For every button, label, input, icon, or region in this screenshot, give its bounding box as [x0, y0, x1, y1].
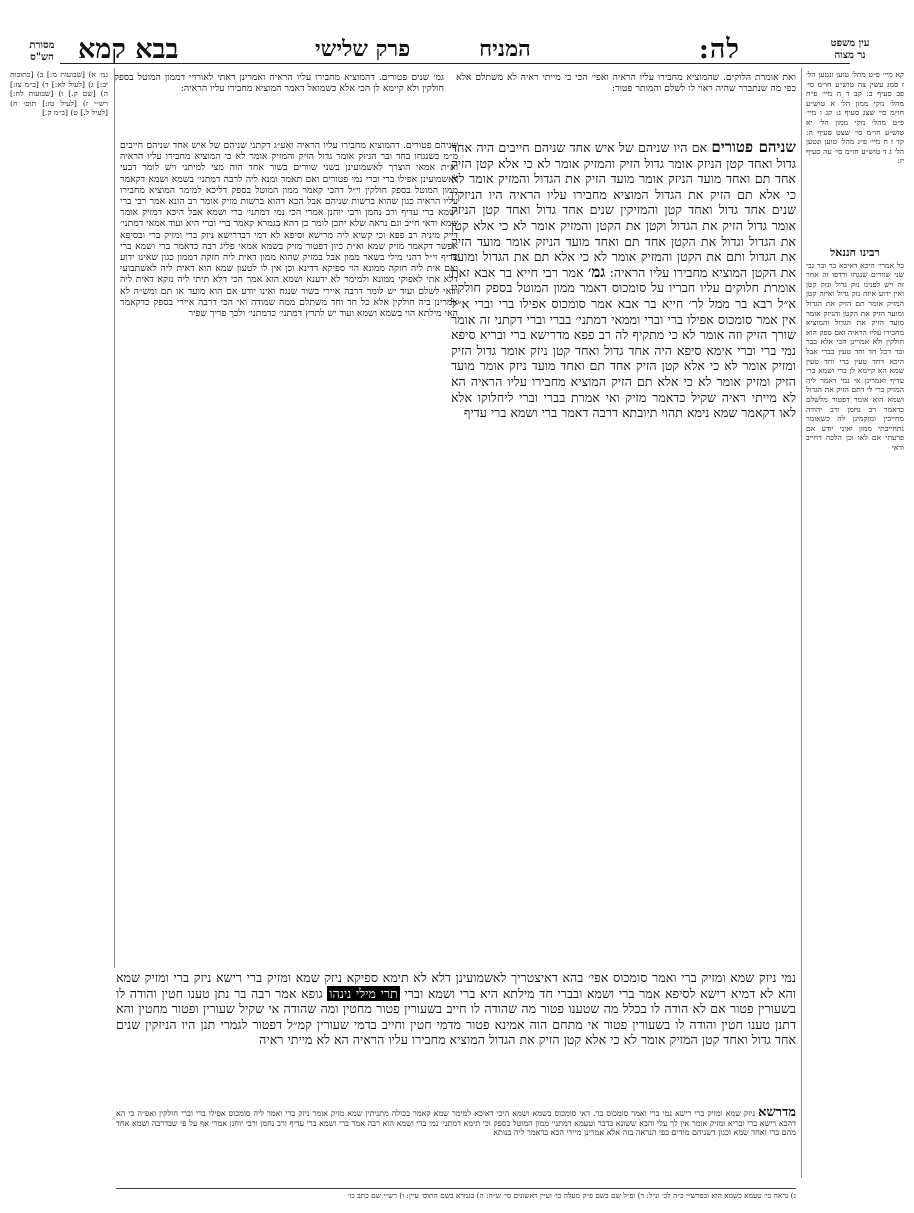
chapter-name: המניח — [479, 36, 531, 62]
rabbenu-chananel-text: כל אמרי׳ היכא דאיכא בר ובר גבי שני שוורים שנגחו ורדפו זה אחר זה ויש לפנינו נזק גדול ונזק קטן ואין ידוע איזה נזק גדול ואיזה קטן המזיק אומר תם הזיק את הגדול ומועד הזיק את הקטן והניזק אומר מועד הזיק את הגדול והמוציא מחבירו עליו הראיה ואם ספק הוא חולקין ולא אמרינן הכי אלא בבר ובר דכל חד וחד טעין בברי אבל היכא דחד טעין ברי וחד טעין שמא הא קיימא לן ברי ושמא ברי עדיף ואמרינן אי נמי דאמר ליה המזיק ברי לי דתם הזיק את הגדול ושמא הוא אומר דפטור מלשלם כדאמר רב נחמן ורב יהודה מחייבין ומוקמינן לה כשאומר נתחייבתי ממון ואיני יודע אם פרעתי אם לאו וכן הלכה דחייב ודאי — [806, 260, 904, 452]
gemara-continuation-body: נמי ניזק שמא ומזיק ברי ואמר סומכוס אפי׳ בהא דאיצטריך לאשמועינן דלא לא תימא ספיקא ניזק שמא ומזיק ברי רישא ניזק ברי ומזיק שמא והא לא דמיא רישא לסיפא אמר ברי ושמא ובברי חד מילתא היא ברי ושמא וברי — [116, 970, 796, 1001]
tractate-title: בבא קמא — [78, 34, 179, 65]
chapter-title — [315, 36, 531, 62]
folio-number: לה: — [698, 34, 740, 65]
ein-mishpat-column: קא מיי׳ פ״ט מהל׳ טוען ונטען הל׳ ז סמג עשין צה טוש״ע חו״מ סי׳ פב סעיף ב: קב ד ה מיי׳ פ״ח מהל׳ נזקי ממון הל׳ א טוש״ע חו״מ סי׳ שצג סעיף ג: קג ו מיי׳ פ״ט מהל׳ נזקי ממון הל׳ יא טוש״ע חו״מ סי׳ שצט סעיף ה: קד ז ח מיי׳ פ״ג מהל׳ טוען ונטען הל׳ ג ד טוש״ע חו״מ סי׳ עה סעיף יז: — [806, 70, 904, 166]
bottom-commentary-body: ניזק שמא ומזיק ברי רישא נמי ברי ואמר סומכוס בר. דאי סומכוס בשמא ושמא היכי דאיכא למימר שמא קאמר בכולה מתניתין שמא מזיק אומר ניזק ברי ואמר ליה סומכוס אפילו ברי וברי חולקין ואפ״ה כי הא דהכא רישא ברי ובריא ומזיק אומר אין לך עלי והבא ששונא בדבר וטעמא דמתני׳ ממון המוטל בספק וכי תימא דמתני׳ נמי ברי ושמא הוא רבה אמר ברי ושמא ברי עדיף ורב נחמן ורבי יוחנן אמרי אף על פי שבדרבה ושמא אחד מהם ברי ואחד שמא וכגון דשניהם מודים כפי הנראה בזה אלא אמרינן מיירי הכא בדאמר ליה בנותא — [116, 1109, 796, 1138]
gemara-continuation — [116, 970, 796, 1105]
gemara-mishna-body: אם היו שניהם של איש אחד שניהם חייבים היה אחד גדול ואחד קטן הניזק אומר גדול הזיק והמזיק אומר לא כי אלא קטן הזיק אחד תם ואחד מועד הניזק אומר מועד הזיק את הגדול והמזיק אומר לא כי אלא תם הזיק את הגדול המוציא מחבירו עליו הראיה היו הניזקין שנים אחד גדול ואחד קטן והמזיקין שנים אחד גדול ואחד קטן הניזק אומר גדול הזיק את הגדול וקטן את הקטן והמזיק אומר לא כי אלא קטן את הגדול וגדול את הקטן אחד תם ואחד מועד הניזק אומר מועד הזיק את הגדול ותם את הקטן והמזיק אומר לא כי אלא תם את הגדול ומועד את הקטן המוציא מחבירו עליו הראיה: — [451, 140, 796, 280]
bottom-commentary — [116, 1108, 796, 1170]
masoret-column: גמ׳ א) [שבועות מ:] ב) [כתובות יב:] ג) [לעיל לא:] ד) [ב״מ צז:] ה) [שם ק.] ו) [שבועות לח:] רש״י ז) [לעיל טז:] תוס׳ ח) [לעיל ל.] ט) [ב״מ ק.] — [10, 70, 108, 118]
rashi-top-body: ואת אומרת הלוקים. שהמוציא מחבירו עליו הראיה ואפי׳ הכי כי מייתי ראיה לא משתלם אלא כפי מה שנתברר שהיה ראוי לו לשלם והמותר פטור: — [456, 72, 796, 95]
bottom-lead-word: מדרשא — [758, 1108, 796, 1120]
gemara-text-block — [451, 140, 796, 970]
masoret-label: מסורת הש"ס — [29, 40, 55, 63]
rabbenu-chananel-title: רבינו חננאל — [830, 248, 880, 259]
tosafot-body: שניהם פטורים. דהמוציא מחבירו עליו הראיה ואע״ג דקתני שניהם של איש אחד שניהם חייבים מ״מ כשנגחו בחד ובר הניזק אומר גדול הזיק והמזיק אומר לא כי המוציא מחבירו עליו הראיה וא״ת אמאי הוצרך לאשמועינן בשני שוורים בשור אחד הוה מצי למיתני ויש לומר דבעי לאשמועינן אפילו ברי וברי נמי פטורים ואם תאמר ומנא ליה לרבה דמתני׳ בשמא ושמא דקאמר ממון המוטל בספק חולקין וי״ל דהכי קאמר ממון המוטל בספק דליכא למימר המוציא מחבירו עליו הראיה כגון שהוא ברשות שניהם אבל הכא דהוא ברשות מזיק אומר רב הונא אמר רבי ברי ושמא ברי עדיף ורב נחמן ורבי יוחנן אמרי הכי נמי דמתני׳ ברי ושמא אבל היכא דמזיק אומר שמא ודאי חייב וגם נראה שלא יתכן לומר כן דהא בגמרא קאמר ברי וברי היא ועוד אמאי דמתני׳ דייק מיניה רב פפא וכי קשיא ליה מרישא וסיפא לא דמי דבדרישא ניזק ברי ומזיק ברי ובסיפא אפשר דקאמר מזיק שמא וא״ת כיון דפטור מזיק בשמא אמאי פליג רבה כדאמר ברי ושמא ברי עדיף וי״ל דהני מילי בשאר ממון אבל במזיק שהוא ממון דאית ליה חזקה דממון כגון שאינו ידוע ואם אית ליה חזקה ממונא הוי ספיקא דדינא וכן אין לו לטעון שמא הוא דאית ליה לאשתבועי דלא אתי לאפוקי ממונא ולמימר לא ידענא ושמא הוא אמר הכי דלא תיתי ליה נזקא דאית ליה ודאי לשלם ועוד יש לומר דרבה איירי בשור שנגח ואינו יודע אם הוא מועד או תם ומש״ה לא אמרינן ביה חולקין אלא כל חד וחד משתלם ממה שמודה ואי הכי דרבה איירי בספק כדקאמר האי מילתא הוי בשמא ושמא ועוד יש לתרץ דמתני׳ כדמתני׳ ולכך פריך שפיר — [120, 140, 458, 320]
highlighted-phrase: תרי מילי נינהו — [329, 985, 398, 1001]
column-divider-left — [114, 68, 115, 968]
gemara-discussion-body: אמר רבי חייא בר אבא זאת אומרת חלוקים עליו חבריו על סומכוס דאמר ממון המוטל בספק חולקין א״ל רבא בר ממל לר׳ חייא בר אבא אמר סומכוס אפילו ברי וברי א״ל אין אמר סומכוס אפילו ברי וברי וממאי דמתני׳ בברי וברי דקתני זה אומר שורך הזיק וזה אומר לא כי מתקיף לה רב פפא מדרישא ברי ובריא סיפא נמי ברי וברי אימא סיפא היה אחד גדול ואחד קטן ניזק אומר גדול הזיק ומזיק אומר לא כי אלא קטן הזיק אחד תם ואחד מועד ניזק אומר מועד הזיק ומזיק אומר לא כי אלא תם הזיק המוציא מחבירו עליו הראיה הא לא מייתי ראיה שקיל כדאמר מזיק ואי אמרת בברי וברי ליחלוקו אלא לאו דקאמר שמא נימא תהוי תיובתא דרבה דאמר ברי ושמא ברי עדיף — [451, 264, 796, 421]
tosafot-column — [120, 140, 458, 962]
gemara-lead-words: שניהם פטורים — [711, 140, 796, 156]
gemara-marker: גמ׳ — [587, 262, 606, 281]
rashi-top-text — [456, 72, 796, 132]
page-header — [60, 34, 850, 64]
rabbenu-chananel-column — [806, 248, 904, 1148]
tosafot-top-text — [114, 72, 444, 132]
tosafot-top-body: גמ׳ שנים פטורים. דהמוציא מחבירו עליו הראיה ואמרינן דאתי לאורויי דממון המוטל בספק חולקין ולא קיימא לן הכי אלא כשמואל דאמר המוציא מחבירו עליו הראיה: — [114, 72, 444, 95]
column-divider-right — [801, 68, 802, 1178]
gemara-continuation-body-2: גופא אמר רבה בר נתן טענו חטין והודה לו בשעורין פטור אם לא הודה לו בכלל מה שטענו פטור מה שהודה לו חייב בשעורין פטור מחטין ומה שהודה אי שקיל שעורין ופטור מחטין והא דתנן טענו חטין והודה לו בשעורין פטור אי מתחם הוה אמינא פטור מדמי חטין וחייב בדמי שעורין קמ״ל דפטור לגמרי תנן היו הניזקין שנים אחד גדול ואחד קטן המזיק אומר לא כי אלא קטן הזיק את הגדול המוציא מחבירו עליו הראיה הא לא מייתי ראיה — [116, 985, 796, 1048]
chapter-number: פרק שלישי — [315, 36, 411, 62]
footnote-line: ג) נראה כי׳ טעמא כשמא הוא ובפרש״י כ״ה לכ׳ ונ״ל: ד) ופ״ל שם בשם פ״ק מעלה כו׳ ועיין ראשונים סי׳ ש״ה: ה) בגמרא בשם התוס׳ עיין: ו) רש״י שם כתב כו׳ — [116, 1188, 796, 1200]
ein-mishpat-label: עין משפט נר מצוה — [830, 38, 870, 61]
